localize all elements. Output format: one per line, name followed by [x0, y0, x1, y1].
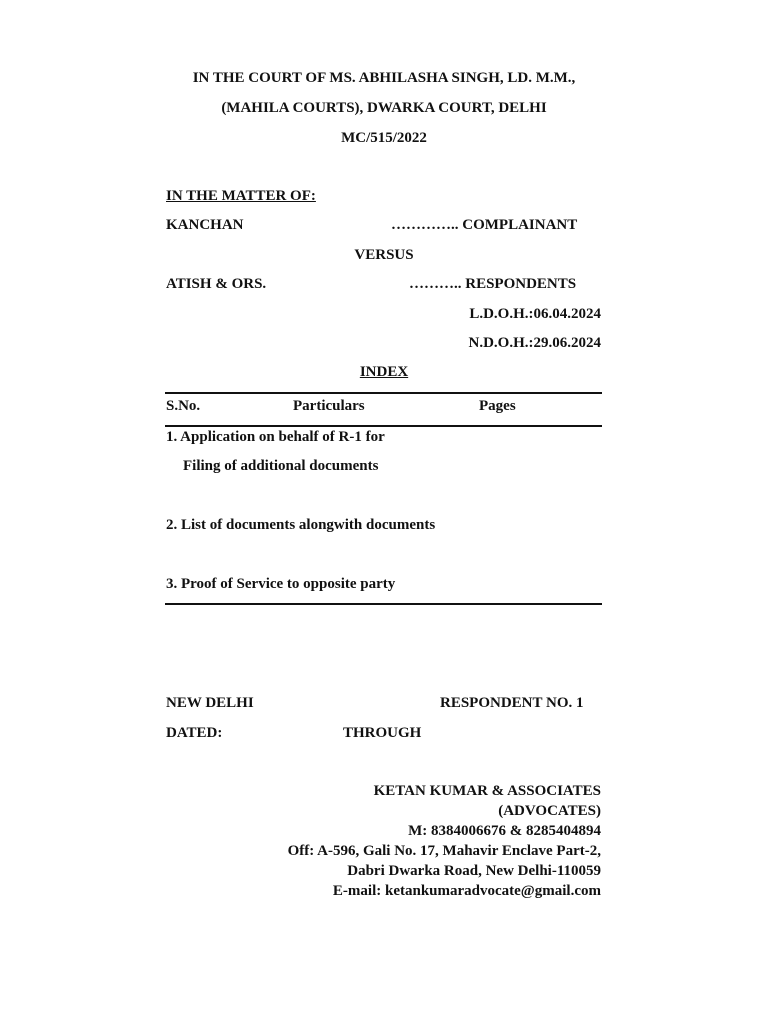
advocate-firm: KETAN KUMAR & ASSOCIATES — [373, 783, 601, 799]
advocate-email: E-mail: ketankumaradvocate@gmail.com — [332, 883, 601, 899]
complainant-role: ………….. COMPLAINANT — [391, 217, 578, 233]
index-item-3: 3. Proof of Service to opposite party — [166, 576, 396, 592]
complainant-name: KANCHAN — [166, 217, 244, 233]
last-hearing-date: L.D.O.H.:06.04.2024 — [469, 306, 601, 322]
table-bottom-rule — [165, 603, 602, 605]
advocate-designation: (ADVOCATES) — [498, 803, 601, 819]
advocate-mobile: M: 8384006676 & 8285404894 — [408, 823, 601, 839]
versus-label: VERSUS — [354, 247, 414, 263]
party-label: RESPONDENT NO. 1 — [440, 695, 584, 711]
court-title-line2: (MAHILA COURTS), DWARKA COURT, DELHI — [221, 100, 547, 116]
column-header-particulars: Particulars — [293, 398, 365, 414]
advocate-address-line1: Off: A-596, Gali No. 17, Mahavir Enclave Part-2, — [287, 843, 601, 859]
column-header-sno: S.No. — [166, 398, 201, 414]
matter-heading: IN THE MATTER OF: — [166, 188, 316, 204]
table-top-rule — [165, 392, 602, 394]
through-label: THROUGH — [343, 725, 422, 741]
index-item-1-line2: Filing of additional documents — [183, 458, 379, 474]
index-title: INDEX — [359, 364, 409, 380]
index-item-1-line1: 1. Application on behalf of R-1 for — [166, 429, 385, 445]
column-header-pages: Pages — [479, 398, 516, 414]
index-item-2: 2. List of documents alongwith documents — [166, 517, 436, 533]
respondent-role: ……….. RESPONDENTS — [409, 276, 577, 292]
case-number: MC/515/2022 — [341, 130, 427, 146]
table-header-rule — [165, 425, 602, 427]
dated-label: DATED: — [166, 725, 223, 741]
court-title-line1: IN THE COURT OF MS. ABHILASHA SINGH, LD. M.M., — [192, 70, 576, 86]
advocate-address-line2: Dabri Dwarka Road, New Delhi-110059 — [347, 863, 601, 879]
respondent-name: ATISH & ORS. — [166, 276, 267, 292]
next-hearing-date: N.D.O.H.:29.06.2024 — [468, 335, 601, 351]
place-label: NEW DELHI — [166, 695, 254, 711]
